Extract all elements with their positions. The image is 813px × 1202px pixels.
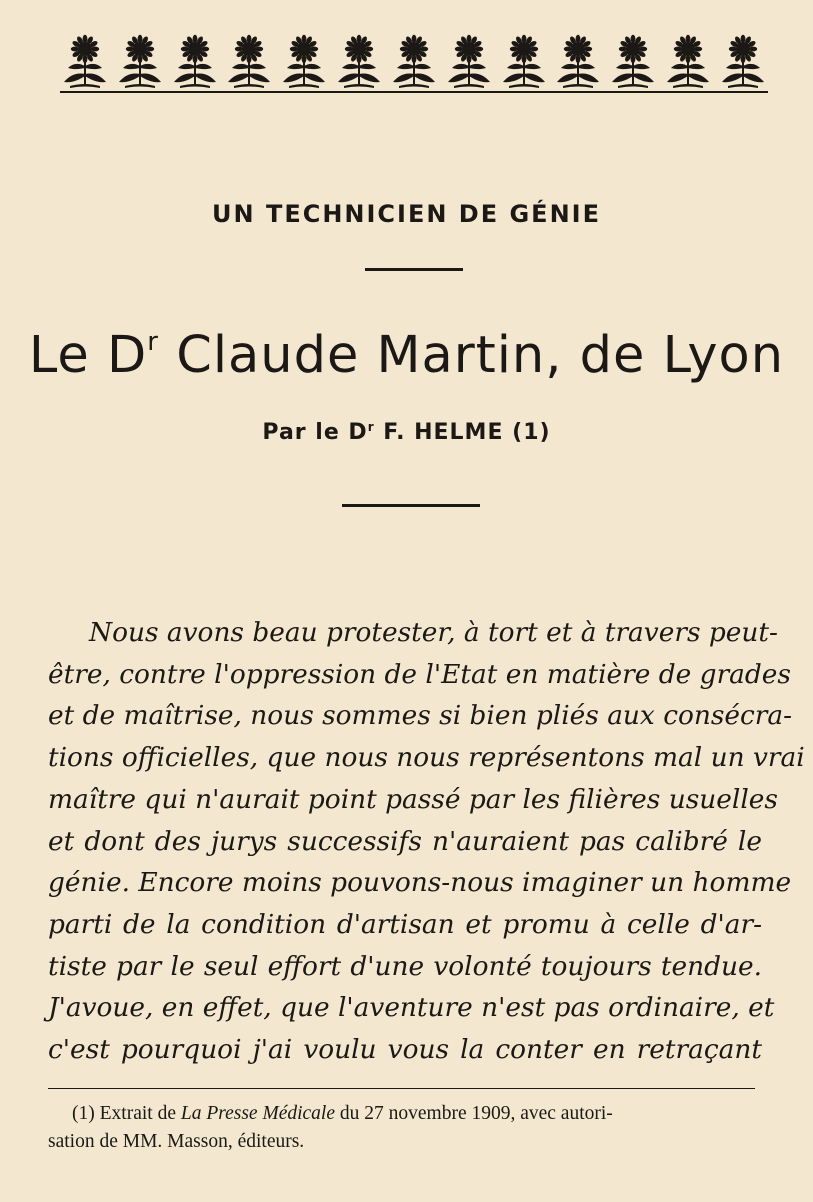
body-line: tiste par le seul effort d'une volonté toujours tendue. bbox=[48, 950, 762, 982]
flower-icon bbox=[663, 34, 713, 90]
body-paragraph bbox=[48, 612, 805, 1071]
byline-author: F. HELME bbox=[374, 420, 513, 445]
title-superscript: r bbox=[147, 327, 159, 357]
flower-icon bbox=[389, 34, 439, 90]
footnote bbox=[48, 1100, 762, 1156]
footnote-source: La Presse Médicale bbox=[180, 1103, 335, 1124]
body-line: génie. Encore moins pouvons-nous imaginer un homme bbox=[48, 867, 792, 899]
body-line: Nous avons beau protester, à tort et à travers peut- bbox=[89, 617, 778, 648]
flower-icon bbox=[608, 34, 658, 90]
footnote-line: sation de MM. Masson, éditeurs. bbox=[48, 1131, 305, 1152]
body-line: être, contre l'oppression de l'Etat en matière de grades bbox=[48, 658, 791, 690]
footnote-marker: (1) bbox=[72, 1103, 95, 1124]
title-rule-bottom bbox=[342, 504, 480, 507]
flower-ornament-band bbox=[60, 30, 768, 90]
body-line: maître qui n'aurait point passé par les filières usuelles bbox=[48, 783, 778, 815]
flower-icon bbox=[718, 34, 768, 90]
byline bbox=[0, 420, 813, 445]
flower-icon bbox=[553, 34, 603, 90]
article-title bbox=[0, 328, 813, 384]
body-line: et dont des jurys successifs n'auraient pas calibré le bbox=[48, 825, 762, 857]
flower-icon bbox=[170, 34, 220, 90]
body-line: parti de la condition d'artisan et promu à celle d'ar- bbox=[48, 908, 762, 940]
byline-prefix: Par le D bbox=[262, 420, 368, 445]
title-name: Claude Martin, de Lyon bbox=[159, 326, 785, 385]
footnote-text: du 27 novembre 1909, avec autori- bbox=[335, 1103, 613, 1124]
title-prefix: Le D bbox=[28, 326, 148, 385]
footnote-text: Extrait de bbox=[94, 1103, 181, 1124]
flower-icon bbox=[444, 34, 494, 90]
flower-icon bbox=[334, 34, 384, 90]
footnote-rule bbox=[48, 1088, 755, 1089]
body-line: c'est pourquoi j'ai voulu vous la conter en retraçant bbox=[48, 1034, 762, 1066]
ornament-rule bbox=[60, 91, 768, 93]
footnote-reference: (1) bbox=[512, 420, 551, 445]
title-rule-top bbox=[365, 268, 463, 271]
byline-superscript: r bbox=[367, 420, 375, 434]
body-line: et de maîtrise, nous sommes si bien pliés aux consécra- bbox=[48, 700, 793, 732]
body-line: tions officielles, que nous nous représentons mal un vrai bbox=[48, 742, 805, 774]
section-kicker: UN TECHNICIEN DE GÉNIE bbox=[212, 200, 601, 228]
footnote-line bbox=[48, 1100, 762, 1128]
flower-icon bbox=[60, 34, 110, 90]
body-line: J'avoue, en effet, que l'aventure n'est pas ordinaire, et bbox=[48, 992, 775, 1024]
flower-icon bbox=[499, 34, 549, 90]
flower-icon bbox=[115, 34, 165, 90]
flower-icon bbox=[279, 34, 329, 90]
flower-icon bbox=[224, 34, 274, 90]
